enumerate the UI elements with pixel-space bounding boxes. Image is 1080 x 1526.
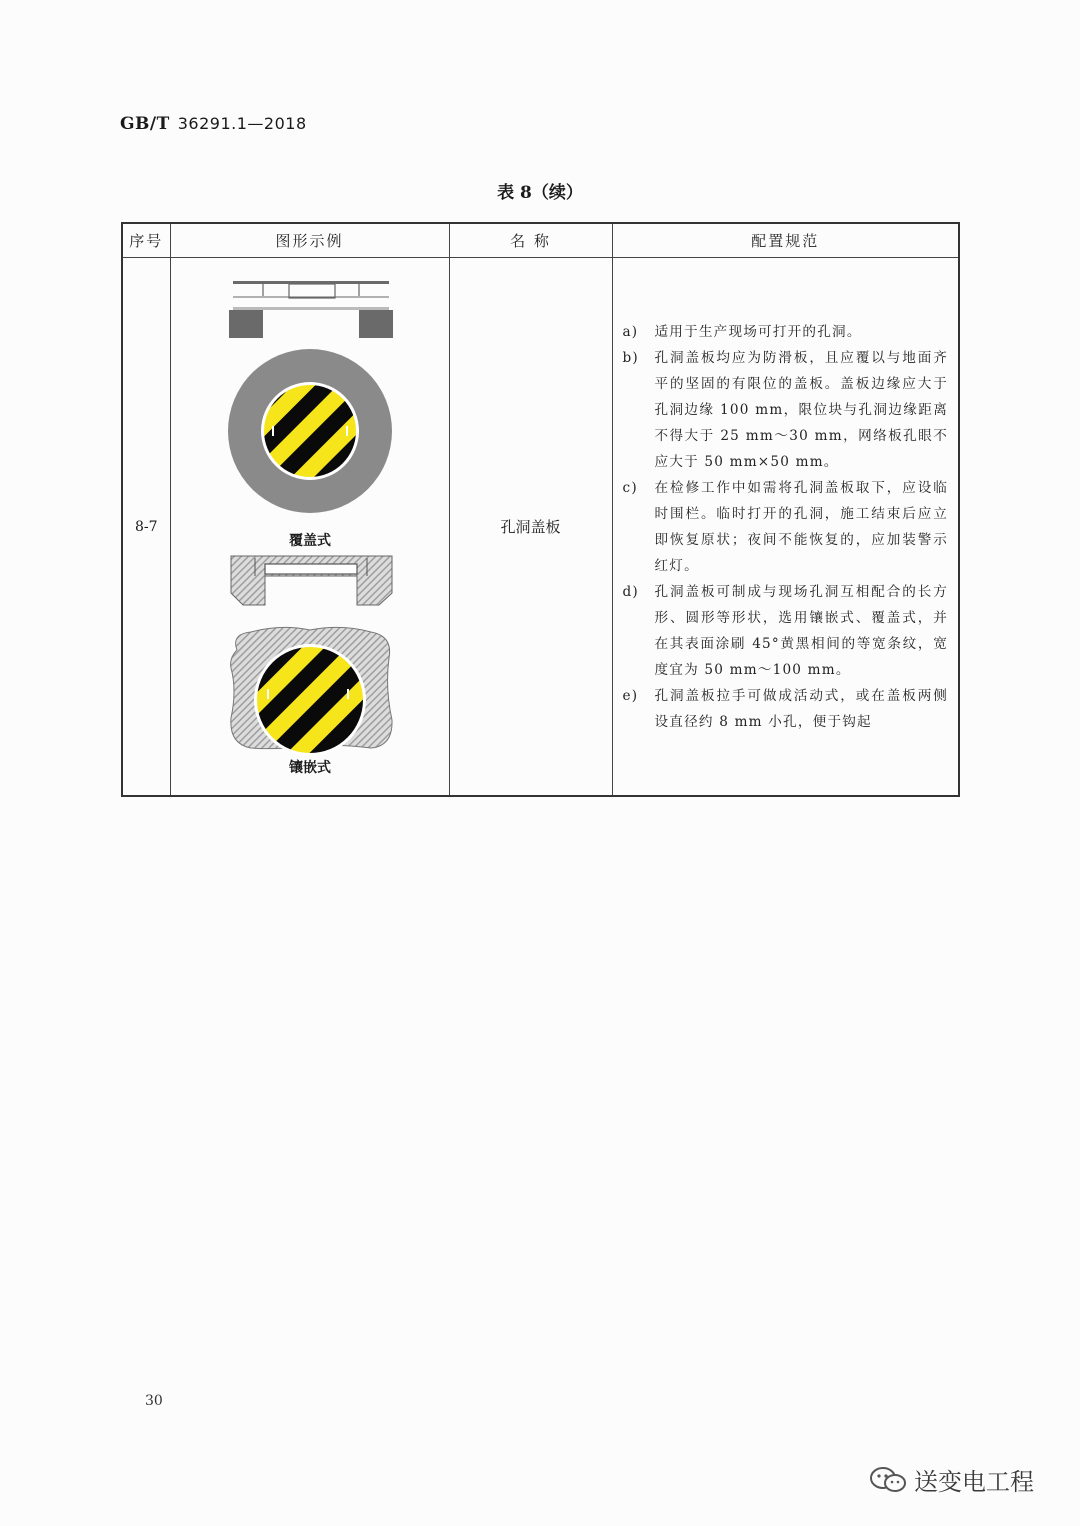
cover-type-label: 覆盖式 xyxy=(288,533,331,549)
spec-item-e xyxy=(623,683,949,735)
watermark-text: 送变电工程 xyxy=(914,1468,1034,1496)
spec-item-a xyxy=(623,319,949,345)
table-caption: 表 8（续） xyxy=(497,183,583,203)
cover-plan-diagram xyxy=(228,349,392,513)
row-seq: 8-7 xyxy=(122,258,170,797)
hole-cover-figures xyxy=(171,258,450,798)
col-header-spec: 配置规范 xyxy=(612,223,959,258)
spec-marker: b) xyxy=(622,349,639,366)
spec-text: 孔洞盖板可制成与现场孔洞互相配合的长方形、圆形等形状，选用镶嵌式、覆盖式，并在其表面涂刷 45°黄黑相间的等宽条纹，宽度宜为 50 mm～100 mm。 xyxy=(654,583,948,678)
figure-cell xyxy=(170,258,449,797)
spec-marker: d) xyxy=(622,583,639,600)
watermark xyxy=(868,1462,1034,1497)
row-name: 孔洞盖板 xyxy=(449,258,612,797)
col-header-figure: 图形示例 xyxy=(170,223,449,258)
page-number: 30 xyxy=(145,1393,163,1409)
chat-bubble-icon xyxy=(868,1465,908,1495)
inlay-type-label: 镶嵌式 xyxy=(288,760,331,776)
spec-item-c xyxy=(623,475,949,579)
spec-text: 适用于生产现场可打开的孔洞。 xyxy=(654,323,862,340)
spec-text: 孔洞盖板均应为防滑板，且应覆以与地面齐平的坚固的有限位的盖板。盖板边缘应大于孔洞边缘 100 mm，限位块与孔洞边缘距离不得大于 25 mm～30 mm，网络板孔眼不应大于 50 mm×50 mm。 xyxy=(654,349,948,470)
spec-marker: e) xyxy=(622,687,639,704)
spec-table xyxy=(121,222,960,797)
spec-cell xyxy=(612,258,959,797)
table-header-row xyxy=(122,223,959,258)
spec-item-b xyxy=(623,345,949,475)
col-header-name: 名 称 xyxy=(449,223,612,258)
standard-prefix: GB/T xyxy=(120,114,170,134)
spec-marker: a) xyxy=(622,323,639,340)
spec-item-d xyxy=(623,579,949,683)
inlay-section-diagram xyxy=(231,556,392,605)
inlay-plan-diagram xyxy=(230,627,391,756)
standard-number: 36291.1—2018 xyxy=(177,114,307,133)
spec-marker: c) xyxy=(622,479,638,496)
col-header-seq: 序号 xyxy=(122,223,170,258)
spec-list xyxy=(623,319,949,735)
spec-text: 在检修工作中如需将孔洞盖板取下，应设临时围栏。临时打开的孔洞，施工结束后应立即恢复原状；夜间不能恢复的，应加装警示红灯。 xyxy=(654,479,948,574)
table-row xyxy=(122,258,959,797)
spec-text: 孔洞盖板拉手可做成活动式，或在盖板两侧设直径约 8 mm 小孔，便于钩起 xyxy=(654,687,948,730)
cover-section-diagram xyxy=(229,281,393,338)
standard-code xyxy=(120,114,307,134)
